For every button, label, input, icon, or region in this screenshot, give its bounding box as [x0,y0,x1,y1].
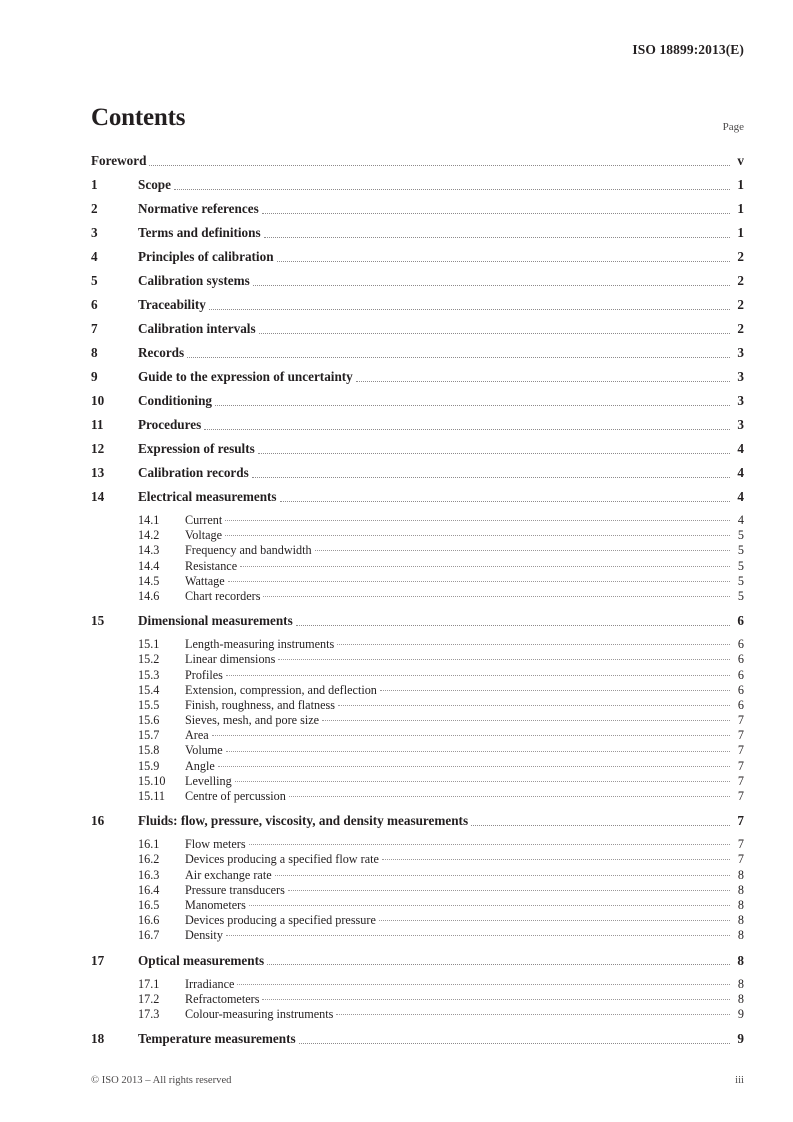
toc-entry[interactable] [91,417,744,441]
toc-entry[interactable] [91,953,744,977]
toc-entry-number: 15.9 [138,758,160,773]
toc-group-spacer [91,944,744,953]
toc-dot-leader [337,644,730,645]
toc-entry-page-number: 2 [737,297,744,312]
toc-entry-label: Manometers [185,897,246,912]
toc-entry-label: Voltage [185,528,223,543]
toc-entry-number: 14.4 [138,558,160,573]
toc-entry-page-number: 4 [737,489,744,504]
toc-entry[interactable] [91,774,744,789]
toc-entry-page-number: 6 [737,637,744,652]
toc-entry-label: Records [138,345,185,360]
toc-entry-label: Calibration systems [138,273,250,288]
toc-entry-label: Terms and definitions [138,225,261,240]
contents-title-row [91,104,744,144]
toc-entry-label: Chart recorders [185,588,261,603]
toc-dot-leader [209,309,730,310]
toc-entry[interactable] [91,789,744,804]
toc-entry[interactable] [91,683,744,698]
toc-dot-leader [277,261,730,262]
toc-entry[interactable] [91,513,744,528]
toc-entry-page-number: 3 [737,369,744,384]
toc-entry-label: Levelling [185,773,232,788]
toc-dot-leader [280,501,730,502]
toc-dot-leader [226,935,730,936]
toc-entry-number: 16 [91,813,105,829]
toc-entry-page-number: 7 [737,837,744,852]
toc-entry[interactable] [91,225,744,249]
toc-entry-page-number: 8 [737,867,744,882]
toc-entry-number: 6 [91,297,98,312]
toc-entry[interactable] [91,465,744,489]
toc-entry-page-number: 4 [737,513,744,527]
toc-entry-label: Volume [185,743,223,758]
toc-entry-label: Irradiance [185,976,235,991]
toc-entry-label: Temperature measurements [138,1031,296,1047]
toc-entry[interactable] [91,369,744,393]
toc-entry-number: 1 [91,177,98,192]
toc-dot-leader [252,477,730,478]
document-reference-header: ISO 18899:2013(E) [632,42,744,57]
toc-entry-number: 14.3 [138,543,160,558]
toc-entry-number: 15.4 [138,682,160,697]
toc-entry[interactable] [91,868,744,883]
toc-entry-number: 18 [91,1031,105,1047]
toc-entry[interactable] [91,837,744,852]
toc-dot-leader [322,720,730,721]
toc-entry-label: Colour-measuring instruments [185,1006,334,1021]
toc-entry-number: 12 [91,441,105,456]
toc-entry-number: 7 [91,321,98,336]
toc-entry-page-number: 4 [737,441,744,456]
toc-entry-number: 15.5 [138,697,160,712]
toc-entry-number: 16.3 [138,867,160,882]
toc-entry[interactable] [91,441,744,465]
toc-entry[interactable] [91,1007,744,1022]
toc-entry-label: Devices producing a specified pressure [185,913,376,928]
toc-entry-page-number: 8 [737,882,744,897]
toc-entry[interactable] [91,1031,744,1055]
page-title: Contents [91,104,186,131]
toc-entry-label: Devices producing a specified flow rate [185,852,379,867]
toc-entry-number: 16.7 [138,928,160,943]
toc-entry-label: Current [185,513,223,527]
toc-entry-number: 14 [91,489,105,504]
toc-dot-leader [228,581,730,582]
toc-entry-number: 3 [91,225,98,240]
toc-entry-number: 9 [91,369,98,384]
toc-entry-page-number: 6 [737,667,744,682]
toc-dot-leader [240,566,730,567]
toc-dot-leader [299,1043,730,1044]
toc-dot-leader [289,796,730,797]
toc-entry[interactable] [91,728,744,743]
toc-entry-number: 17 [91,952,105,968]
toc-group-spacer [91,604,744,613]
toc-entry-label: Optical measurements [138,952,265,968]
toc-entry-number: 15.3 [138,667,160,682]
toc-entry-page-number: 8 [737,913,744,928]
toc-dot-leader [249,844,730,845]
toc-entry-page-number: 2 [737,249,744,264]
toc-entry-number: 16.5 [138,897,160,912]
toc-entry-number: 14.2 [138,528,160,543]
toc-entry-number: 13 [91,465,105,480]
toc-entry-label: Calibration records [138,465,249,480]
toc-entry-label: Foreword [91,153,147,168]
toc-entry-number: 15.10 [138,773,166,788]
toc-dot-leader [356,381,730,382]
toc-entry-page-number: 6 [737,682,744,697]
toc-entry-number: 5 [91,273,98,288]
toc-entry-page-number: 6 [737,613,744,629]
toc-entry-label: Procedures [138,417,202,432]
toc-entry-label: Refractometers [185,991,260,1006]
toc-entry-label: Finish, roughness, and flatness [185,697,335,712]
toc-entry-page-number: 8 [737,928,744,943]
toc-dot-leader [288,890,730,891]
toc-entry-page-number: 8 [737,897,744,912]
toc-entry[interactable] [91,177,744,201]
page-footer [91,1075,744,1086]
page-column-label: Page [722,121,744,133]
toc-entry[interactable] [91,713,744,728]
copyright-notice: © ISO 2013 – All rights reserved [91,1075,232,1086]
toc-entry-number: 15.6 [138,713,160,728]
toc-entry-page-number: 7 [737,713,744,728]
toc-dot-leader [379,920,730,921]
toc-entry[interactable] [91,743,744,758]
toc-entry-label: Dimensional measurements [138,613,293,629]
toc-entry-label: Sieves, mesh, and pore size [185,713,320,728]
toc-dot-leader [225,520,730,521]
toc-dot-leader [278,659,730,660]
toc-entry[interactable] [91,489,744,513]
toc-entry[interactable] [91,883,744,898]
toc-entry-page-number: 8 [737,976,744,991]
toc-entry-number: 11 [91,417,104,432]
toc-entry-label: Air exchange rate [185,867,272,882]
toc-entry[interactable] [91,393,744,417]
toc-group-spacer [91,804,744,813]
toc-entry-label: Linear dimensions [185,652,276,667]
toc-entry-label: Angle [185,758,215,773]
toc-entry[interactable] [91,273,744,297]
toc-entry-label: Density [185,928,223,943]
toc-entry-page-number: 3 [737,345,744,360]
toc-dot-leader [296,625,730,626]
toc-dot-leader [253,285,730,286]
toc-entry-number: 17.2 [138,991,160,1006]
toc-entry-page-number: 1 [737,225,744,240]
toc-entry[interactable] [91,543,744,558]
toc-entry-number: 10 [91,393,105,408]
toc-entry[interactable] [91,574,744,589]
toc-dot-leader [187,357,730,358]
toc-entry-number: 16.2 [138,852,160,867]
toc-entry-label: Frequency and bandwidth [185,543,312,558]
toc-entry-page-number: 5 [737,543,744,558]
toc-entry-number: 15.2 [138,652,160,667]
toc-entry-page-number: 7 [737,789,744,803]
toc-dot-leader [380,690,730,691]
toc-entry-label: Flow meters [185,837,246,852]
toc-entry-label: Wattage [185,573,225,588]
toc-entry-label: Fluids: flow, pressure, viscosity, and density measurements [138,813,469,829]
toc-entry-page-number: v [737,153,744,168]
toc-dot-leader [264,237,730,238]
toc-entry-label: Length-measuring instruments [185,637,335,652]
toc-entry-label: Electrical measurements [138,489,277,504]
toc-dot-leader [215,405,730,406]
toc-entry-number: 2 [91,201,98,216]
toc-entry-page-number: 4 [737,465,744,480]
toc-entry[interactable] [91,201,744,225]
toc-dot-leader [258,453,730,454]
toc-dot-leader [262,999,730,1000]
toc-entry-number: 14.6 [138,588,160,603]
toc-entry-number: 17.3 [138,1006,160,1021]
toc-entry-page-number: 6 [737,697,744,712]
toc-entry-page-number: 7 [737,758,744,773]
toc-entry-page-number: 7 [737,813,744,829]
toc-entry-number: 15.8 [138,743,160,758]
toc-entry-number: 16.6 [138,913,160,928]
toc-entry-label: Area [185,728,209,743]
toc-entry-page-number: 7 [737,728,744,743]
toc-entry-label: Profiles [185,667,223,682]
toc-entry-label: Extension, compression, and deflection [185,682,377,697]
toc-entry-page-number: 7 [737,852,744,867]
toc-entry-page-number: 3 [737,393,744,408]
toc-entry-page-number: 5 [737,558,744,573]
toc-entry-page-number: 6 [737,652,744,667]
toc-entry[interactable] [91,321,744,345]
toc-dot-leader [204,429,730,430]
toc-group-spacer [91,1022,744,1031]
toc-dot-leader [149,165,730,166]
toc-entry-number: 16.4 [138,882,160,897]
toc-entry[interactable] [91,813,744,837]
toc-dot-leader [235,781,730,782]
toc-entry[interactable] [91,589,744,604]
toc-dot-leader [267,964,730,965]
toc-entry-number: 15.1 [138,637,160,652]
toc-dot-leader [336,1014,730,1015]
toc-dot-leader [226,751,730,752]
toc-entry-label: Normative references [138,201,259,216]
toc-entry-label: Traceability [138,297,206,312]
toc-entry[interactable] [91,898,744,913]
toc-dot-leader [263,596,730,597]
toc-entry[interactable] [91,153,744,177]
toc-entry[interactable] [91,297,744,321]
toc-entry[interactable] [91,637,744,652]
toc-entry[interactable] [91,928,744,943]
toc-entry-label: Resistance [185,558,238,573]
toc-entry-page-number: 9 [737,1031,744,1047]
toc-entry[interactable] [91,698,744,713]
toc-entry-page-number: 2 [737,321,744,336]
toc-entry[interactable] [91,852,744,867]
toc-entry[interactable] [91,977,744,992]
toc-dot-leader [174,189,730,190]
toc-entry-page-number: 3 [737,417,744,432]
toc-entry-label: Pressure transducers [185,882,285,897]
toc-entry[interactable] [91,528,744,543]
toc-entry-number: 4 [91,249,98,264]
toc-entry-page-number: 5 [737,528,744,543]
table-of-contents [91,153,744,1055]
toc-entry-page-number: 1 [737,177,744,192]
toc-entry-page-number: 7 [737,773,744,788]
toc-entry-number: 15.11 [138,789,165,803]
toc-entry-page-number: 5 [737,588,744,603]
toc-entry-number: 14.5 [138,573,160,588]
toc-entry-number: 8 [91,345,98,360]
toc-entry[interactable] [91,652,744,667]
toc-entry-number: 14.1 [138,513,160,527]
toc-entry-label: Expression of results [138,441,255,456]
toc-dot-leader [259,333,730,334]
toc-entry[interactable] [91,613,744,637]
toc-entry-label: Centre of percussion [185,789,286,803]
toc-entry-page-number: 1 [737,201,744,216]
toc-entry[interactable] [91,559,744,574]
toc-entry-label: Calibration intervals [138,321,256,336]
toc-dot-leader [382,859,730,860]
toc-entry-number: 16.1 [138,837,160,852]
toc-dot-leader [225,535,730,536]
toc-entry-label: Conditioning [138,393,213,408]
toc-dot-leader [218,766,730,767]
toc-entry[interactable] [91,759,744,774]
toc-entry-page-number: 8 [737,991,744,1006]
toc-entry-number: 17.1 [138,976,160,991]
toc-dot-leader [315,550,730,551]
toc-dot-leader [212,735,730,736]
toc-dot-leader [237,984,730,985]
toc-entry-label: Scope [138,177,171,192]
toc-entry-page-number: 5 [737,573,744,588]
toc-entry[interactable] [91,668,744,683]
toc-entry-page-number: 8 [737,952,744,968]
page-folio: iii [735,1075,744,1086]
toc-entry-number: 15 [91,613,105,629]
toc-dot-leader [262,213,730,214]
toc-entry-page-number: 2 [737,273,744,288]
toc-dot-leader [275,875,730,876]
toc-dot-leader [226,675,730,676]
toc-dot-leader [338,705,730,706]
toc-entry[interactable] [91,249,744,273]
toc-entry-page-number: 9 [737,1006,744,1021]
toc-entry[interactable] [91,345,744,369]
toc-dot-leader [249,905,730,906]
toc-entry-number: 15.7 [138,728,160,743]
toc-entry-label: Guide to the expression of uncertainty [138,369,353,384]
toc-entry[interactable] [91,913,744,928]
toc-entry-label: Principles of calibration [138,249,274,264]
toc-entry-page-number: 7 [737,743,744,758]
toc-entry[interactable] [91,992,744,1007]
toc-dot-leader [471,825,730,826]
